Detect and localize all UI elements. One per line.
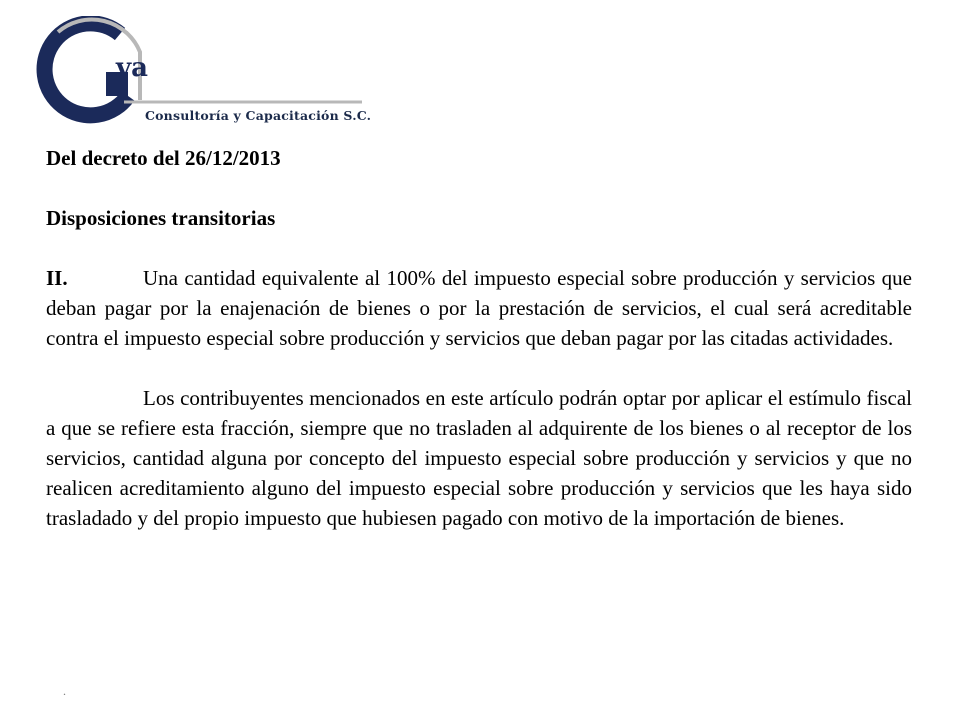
company-logo — [28, 16, 372, 130]
logo-initials: va — [116, 53, 148, 83]
document-body — [46, 143, 912, 563]
decree-heading: Del decreto del 26/12/2013 — [46, 146, 281, 170]
fraction-paragraph — [46, 263, 912, 353]
conditions-paragraph: Los contribuyentes mencionados en este artículo podrán optar por aplicar el estímulo fiscal a que se refiere esta fracción, siempre que no trasladen al adquirente de los bienes o al receptor de los servicios, cantidad alguna por concepto del impuesto especial sobre producción y servicios y que no realicen acreditamiento alguno del impuesto especial sobre producción y servicios que les haya sido trasladado y del propio impuesto que hubiesen pagado con motivo de la importación de bienes. — [46, 386, 912, 530]
fraction-text: Una cantidad equivalente al 100% del impuesto especial sobre producción y servicios que deban pagar por la enajenación de bienes o por la prestación de servicios, el cual será acreditable contra el impuesto especial sobre producción y servicios que deban pagar por las citadas actividades. — [46, 266, 912, 350]
section-heading: Disposiciones transitorias — [46, 206, 276, 230]
fraction-number: II. — [46, 266, 68, 290]
logo-caption: Consultoría y Capacitación S.C. — [145, 108, 372, 123]
footer-mark: . — [63, 684, 66, 698]
